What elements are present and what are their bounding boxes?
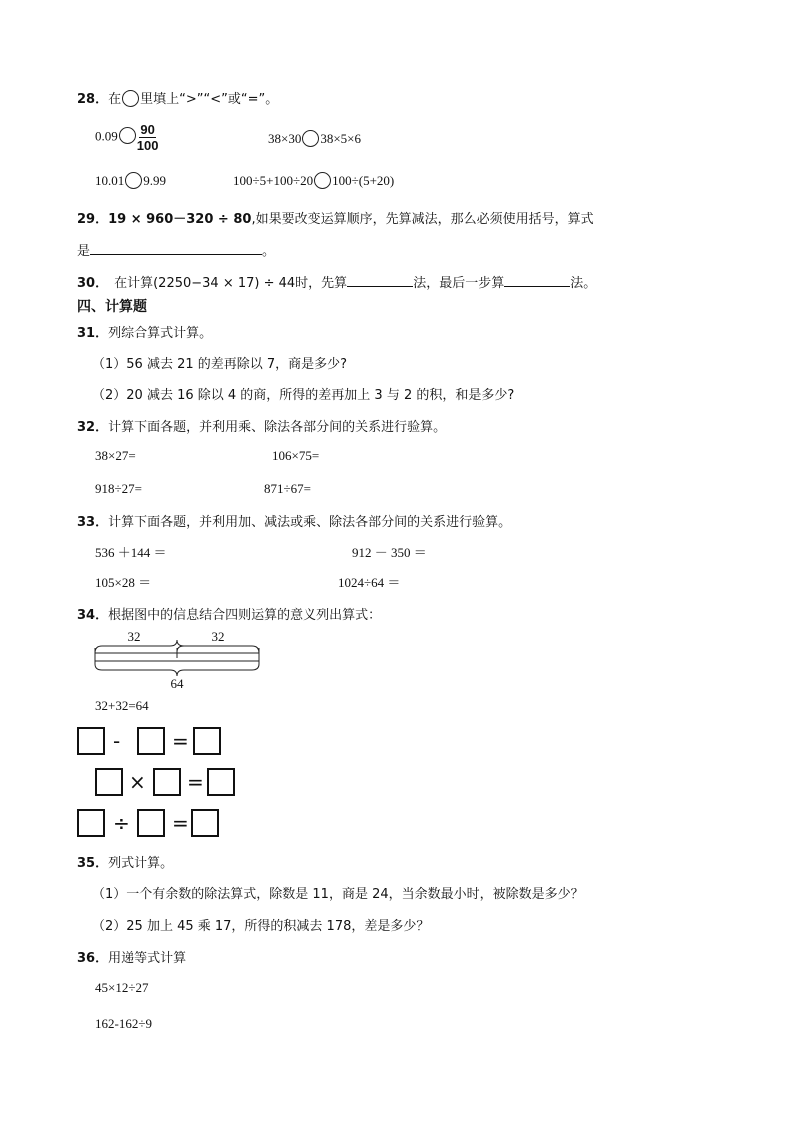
q31-title bbox=[77, 322, 212, 341]
q33-title-text: 计算下面各题，并利用加、减法或乘、除法各部分间的关系进行验算。 bbox=[108, 515, 512, 530]
minus-sign: - bbox=[113, 729, 121, 753]
q32-expr1: 38×27= bbox=[95, 448, 136, 463]
q32-number: 32． bbox=[77, 420, 109, 435]
answer-box[interactable] bbox=[207, 768, 235, 796]
q32-title bbox=[77, 416, 446, 435]
fraction-numerator: 90 bbox=[140, 122, 155, 137]
q35-title bbox=[77, 852, 173, 871]
q28-r2a-left: 10.01 bbox=[95, 173, 125, 188]
divide-sign: ÷ bbox=[113, 811, 130, 835]
q28-number: 28． bbox=[77, 92, 109, 107]
q28-row1-b bbox=[268, 130, 361, 147]
q28-row2-b bbox=[233, 172, 394, 189]
q29-text: ,如果要改变运算顺序，先算减法，那么必须使用括号，算式 bbox=[251, 212, 594, 227]
q33-expr1: 536 ＋144 ＝ bbox=[95, 545, 167, 560]
q32-expr4: 871÷67= bbox=[264, 481, 311, 496]
q28-r2a-right: 9.99 bbox=[143, 173, 166, 188]
q28-r2b-left: 100÷5+100÷20 bbox=[233, 173, 314, 188]
q30-expression: (2250−34 × 17) ÷ 44 bbox=[153, 276, 296, 291]
bottom-brace bbox=[95, 664, 259, 676]
q28-r1b-right: 38×5×6 bbox=[320, 131, 362, 146]
q30-number: 30． bbox=[77, 276, 109, 291]
q30-mid2: 法，最后一步算 bbox=[413, 276, 505, 291]
q28-row1-a bbox=[95, 122, 158, 153]
q34-number: 34． bbox=[77, 608, 109, 623]
q33-title bbox=[77, 511, 511, 530]
answer-box[interactable] bbox=[95, 768, 123, 796]
q29-expression: 19 × 960－320 ÷ 80 bbox=[108, 212, 252, 227]
segment-label-right: 32 bbox=[211, 629, 225, 644]
q35-number: 35． bbox=[77, 856, 109, 871]
q29-line2-pre: 是 bbox=[77, 244, 91, 259]
q34-title bbox=[77, 604, 381, 623]
answer-box[interactable] bbox=[193, 727, 221, 755]
q35-title-text: 列式计算。 bbox=[108, 856, 174, 871]
q30-line bbox=[77, 272, 596, 291]
q30-mid1: 时，先算 bbox=[295, 276, 348, 291]
equals-sign: = bbox=[187, 770, 204, 794]
segment-label-left: 32 bbox=[127, 629, 141, 644]
segment-bracket-diagram bbox=[88, 626, 268, 696]
q32-title-text: 计算下面各题，并利用乘、除法各部分间的关系进行验算。 bbox=[108, 420, 447, 435]
q31-title-text: 列综合算式计算。 bbox=[108, 326, 213, 341]
fraction bbox=[137, 122, 159, 153]
q30-pre: 在计算 bbox=[114, 276, 154, 291]
q29-line2-post: 。 bbox=[262, 244, 276, 259]
answer-box[interactable] bbox=[153, 768, 181, 796]
q30-end: 法。 bbox=[570, 276, 597, 291]
q34-example: 32+32=64 bbox=[95, 698, 149, 713]
comparison-circle bbox=[122, 90, 139, 107]
q31-sub2: （2）20 减去 16 除以 4 的商，所得的差再加上 3 与 2 的积，和是多少? bbox=[92, 388, 515, 403]
q29-line2 bbox=[77, 240, 275, 259]
q33-expr3: 105×28 ＝ bbox=[95, 575, 152, 590]
q28-title bbox=[77, 88, 278, 107]
q28-post: 里填上“>”“<”或“=”。 bbox=[140, 92, 279, 107]
times-sign: × bbox=[129, 770, 146, 794]
top-brace-right bbox=[177, 646, 259, 653]
q33-expr4: 1024÷64 ＝ bbox=[338, 575, 401, 590]
q35-sub1: （1）一个有余数的除法算式，除数是 11，商是 24，当余数最小时，被除数是多少？ bbox=[92, 887, 584, 902]
q36-number: 36． bbox=[77, 951, 109, 966]
answer-box[interactable] bbox=[191, 809, 219, 837]
answer-blank[interactable] bbox=[504, 274, 570, 287]
answer-box[interactable] bbox=[77, 809, 105, 837]
q28-row2-a bbox=[95, 172, 166, 189]
q36-title-text: 用递等式计算 bbox=[108, 951, 187, 966]
q32-expr2: 106×75= bbox=[272, 448, 320, 463]
q34-title-text: 根据图中的信息结合四则运算的意义列出算式： bbox=[108, 608, 382, 623]
fraction-denominator: 100 bbox=[136, 138, 159, 153]
equals-sign: = bbox=[172, 729, 189, 753]
q31-number: 31． bbox=[77, 326, 109, 341]
answer-box[interactable] bbox=[137, 809, 165, 837]
q28-r1a-left: 0.09 bbox=[95, 128, 118, 144]
q28-r1b-left: 38×30 bbox=[268, 131, 302, 146]
comparison-circle[interactable] bbox=[119, 127, 136, 144]
comparison-circle[interactable] bbox=[314, 172, 331, 189]
answer-box[interactable] bbox=[137, 727, 165, 755]
comparison-circle[interactable] bbox=[302, 130, 319, 147]
q29-number: 29． bbox=[77, 212, 109, 227]
comparison-circle[interactable] bbox=[125, 172, 142, 189]
q32-expr3: 918÷27= bbox=[95, 481, 142, 496]
answer-blank[interactable] bbox=[347, 274, 413, 287]
q31-sub1: （1）56 减去 21 的差再除以 7，商是多少? bbox=[92, 357, 348, 372]
q36-expr2: 162-162÷9 bbox=[95, 1016, 152, 1031]
q35-sub2: （2）25 加上 45 乘 17，所得的积减去 178，差是多少？ bbox=[92, 919, 430, 934]
q29-line1 bbox=[77, 208, 594, 227]
q36-title bbox=[77, 947, 186, 966]
segment-label-total: 64 bbox=[170, 676, 184, 691]
answer-box[interactable] bbox=[77, 727, 105, 755]
q33-number: 33． bbox=[77, 515, 109, 530]
q36-expr1: 45×12÷27 bbox=[95, 980, 149, 995]
equals-sign: = bbox=[172, 811, 189, 835]
q28-r2b-right: 100÷(5+20) bbox=[332, 173, 395, 188]
q28-pre: 在 bbox=[108, 92, 122, 107]
section-heading: 四、计算题 bbox=[77, 299, 147, 315]
answer-blank[interactable] bbox=[90, 242, 262, 255]
q33-expr2: 912 － 350 ＝ bbox=[352, 545, 427, 560]
